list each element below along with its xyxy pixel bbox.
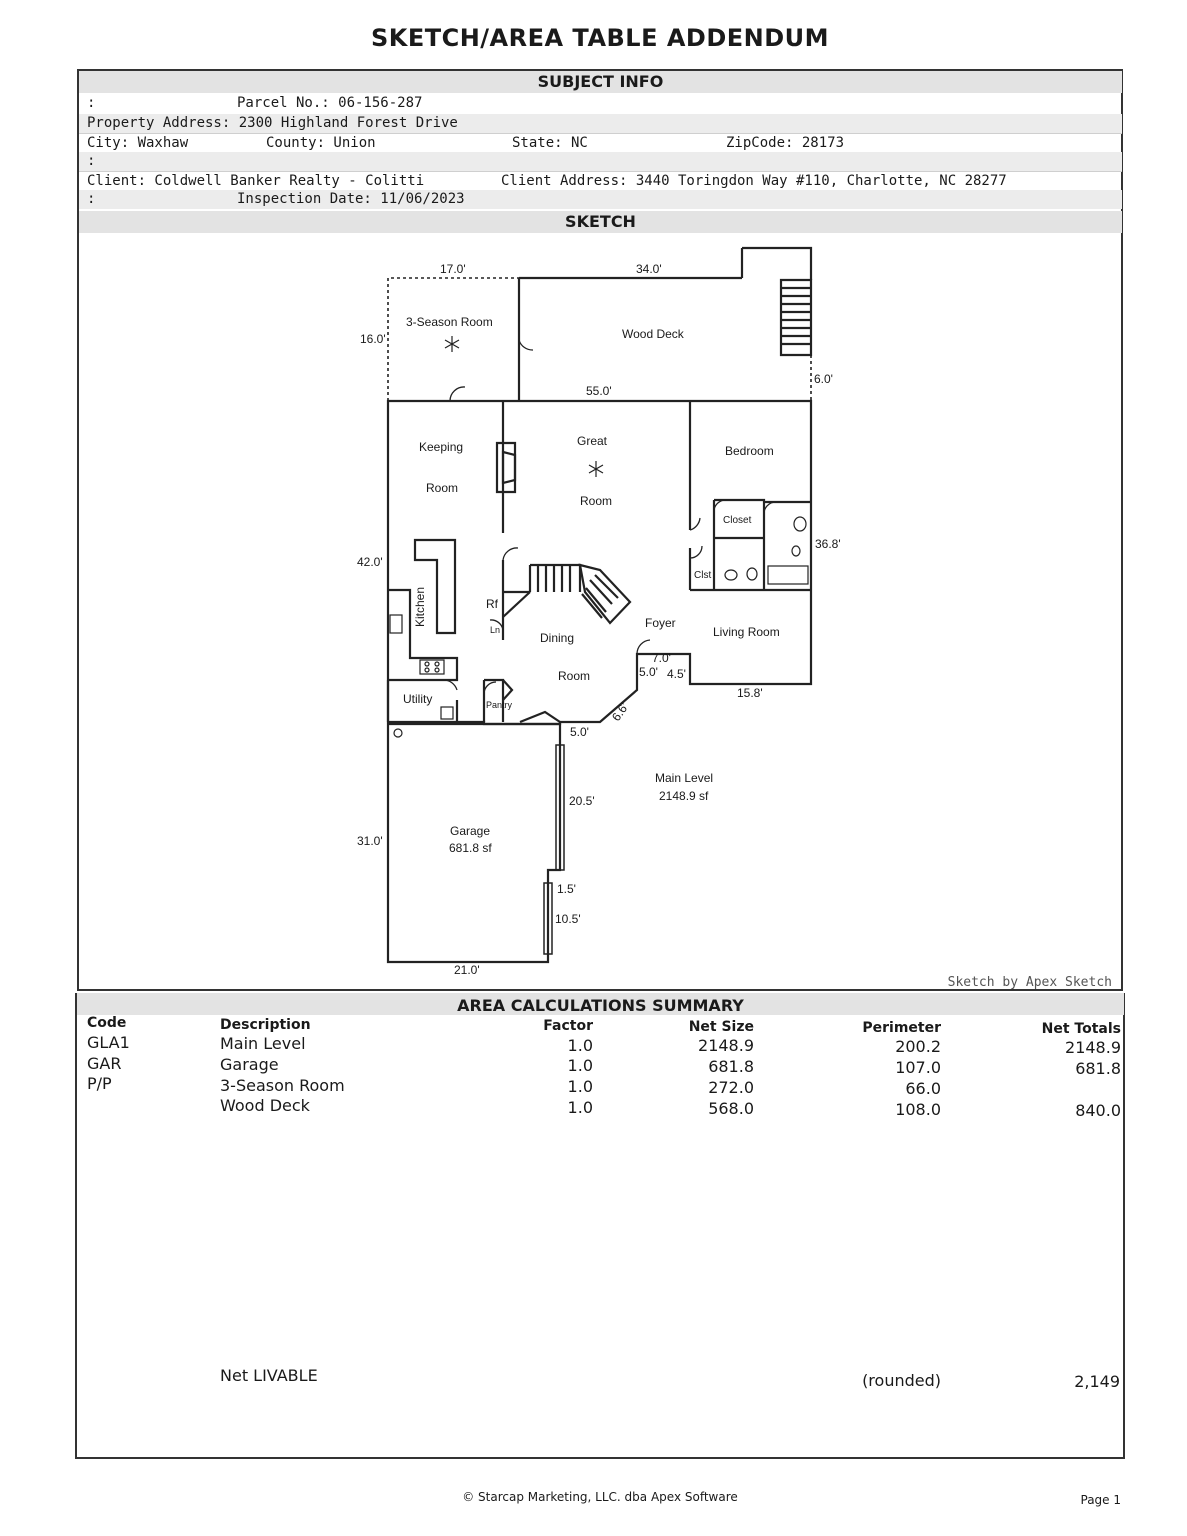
- page-number: Page 1: [1080, 1493, 1121, 1507]
- col-net-size: Net Size: [688, 1019, 754, 1035]
- subject-row-client: [79, 171, 1122, 191]
- floor-plan-svg: [79, 234, 1122, 990]
- row-net-total: 840.0: [1075, 1101, 1121, 1120]
- row-code: GLA1: [87, 1033, 130, 1052]
- zip-code: ZipCode: 28173: [726, 135, 845, 151]
- col-code: Code: [87, 1015, 127, 1031]
- dim-55: 55.0': [586, 384, 612, 398]
- row-factor: 1.0: [567, 1036, 593, 1055]
- label-main-level-sf: 2148.9 sf: [659, 789, 709, 803]
- client-name: Client: Coldwell Banker Realty - Colitti: [87, 173, 425, 189]
- label-main-level: Main Level: [655, 771, 714, 785]
- label-3-season-room: 3-Season Room: [406, 315, 493, 329]
- dim-36-8: 36.8': [815, 537, 841, 551]
- label-dining: Dining: [540, 631, 575, 645]
- row-net-size: 2148.9: [698, 1036, 754, 1055]
- rounded-label: (rounded): [862, 1371, 941, 1390]
- sketch-credit: Sketch by Apex Sketch: [947, 975, 1112, 990]
- dim-16: 16.0': [360, 332, 386, 346]
- row-perimeter: 108.0: [895, 1100, 941, 1119]
- row-factor: 1.0: [567, 1077, 593, 1096]
- row-net-size: 568.0: [708, 1099, 754, 1118]
- label-pantry: Pantry: [486, 700, 513, 710]
- state: State: NC: [512, 135, 588, 151]
- page-title: SKETCH/AREA TABLE ADDENDUM: [370, 24, 830, 52]
- dim-10-5: 10.5': [555, 912, 581, 926]
- client-address: Client Address: 3440 Toringdon Way #110, Charlotte, NC 28277: [501, 173, 1007, 189]
- subject-row-blank: [79, 152, 1122, 171]
- net-livable-value: 2,149: [1074, 1372, 1120, 1391]
- row-net-total: 2148.9: [1065, 1038, 1121, 1057]
- col-net-totals: Net Totals: [1041, 1021, 1121, 1037]
- city: City: Waxhaw: [87, 135, 189, 151]
- parcel-number: Parcel No.: 06-156-287: [237, 95, 423, 111]
- row-factor: 1.0: [567, 1098, 593, 1117]
- label-garage-sf: 681.8 sf: [449, 841, 492, 855]
- col-description: Description: [220, 1017, 311, 1033]
- subject-info-header: SUBJECT INFO: [79, 71, 1122, 93]
- label-ln: Ln: [490, 625, 501, 635]
- label-dining-room: Room: [558, 669, 591, 683]
- property-address: Property Address: 2300 Highland Forest Drive: [87, 115, 458, 131]
- col-perimeter: Perimeter: [862, 1020, 941, 1036]
- area-calculations-header: AREA CALCULATIONS SUMMARY: [77, 993, 1124, 1015]
- dim-34: 34.0': [636, 262, 662, 276]
- label-utility: Utility: [403, 692, 433, 706]
- subject-row-address: [79, 114, 1122, 133]
- label-wood-deck: Wood Deck: [622, 327, 684, 341]
- subject-row-inspection: [79, 190, 1122, 209]
- col-factor: Factor: [543, 1018, 593, 1034]
- copyright: © Starcap Marketing, LLC. dba Apex Software: [462, 1490, 738, 1504]
- dim-6-6: 6.6': [608, 700, 632, 724]
- label-living-room: Living Room: [713, 625, 780, 639]
- row-code: GAR: [87, 1054, 122, 1073]
- label-closet: Closet: [723, 515, 752, 526]
- row-description: 3-Season Room: [220, 1076, 345, 1095]
- inspection-date: Inspection Date: 11/06/2023: [237, 191, 465, 207]
- net-livable-label: Net LIVABLE: [220, 1366, 318, 1385]
- label-foyer: Foyer: [645, 616, 676, 630]
- label-bedroom: Bedroom: [725, 444, 774, 458]
- row-net-size: 272.0: [708, 1078, 754, 1097]
- dim-17: 17.0': [440, 262, 466, 276]
- label-rf: Rf: [486, 597, 498, 611]
- sketch-header: SKETCH: [79, 211, 1122, 233]
- label-keeping: Keeping: [419, 440, 464, 454]
- dim-5b: 5.0': [570, 725, 589, 739]
- dim-6: 6.0': [814, 372, 833, 386]
- dim-31: 31.0': [357, 834, 383, 848]
- label-garage: Garage: [450, 824, 491, 838]
- row-net-total: 681.8: [1075, 1059, 1121, 1078]
- label-kitchen: Kitchen: [413, 586, 427, 627]
- row-description: Garage: [220, 1055, 279, 1074]
- dim-15-8: 15.8': [737, 686, 763, 700]
- row-colon: :: [87, 153, 96, 169]
- row-code: P/P: [87, 1074, 112, 1093]
- row-colon: :: [87, 95, 96, 111]
- label-clst: Clst: [694, 570, 712, 581]
- dim-7: 7.0': [652, 651, 671, 665]
- row-factor: 1.0: [567, 1056, 593, 1075]
- floor-plan-sketch: [79, 234, 1122, 990]
- dim-4-5: 4.5': [667, 667, 686, 681]
- row-perimeter: 200.2: [895, 1037, 941, 1056]
- row-perimeter: 66.0: [905, 1079, 941, 1098]
- label-great: Great: [577, 434, 608, 448]
- subject-row-parcel: [79, 94, 1122, 113]
- row-perimeter: 107.0: [895, 1058, 941, 1077]
- label-keeping-room: Room: [426, 481, 459, 495]
- dim-1-5: 1.5': [557, 882, 576, 896]
- row-colon: :: [87, 191, 96, 207]
- row-description: Main Level: [220, 1034, 306, 1053]
- dim-21: 21.0': [454, 963, 480, 977]
- row-net-size: 681.8: [708, 1057, 754, 1076]
- row-description: Wood Deck: [220, 1096, 310, 1115]
- dim-20-5: 20.5': [569, 794, 595, 808]
- dim-5a: 5.0': [639, 665, 658, 679]
- dim-42: 42.0': [357, 555, 383, 569]
- county: County: Union: [266, 135, 376, 151]
- label-great-room: Room: [580, 494, 613, 508]
- subject-row-city: [79, 133, 1122, 153]
